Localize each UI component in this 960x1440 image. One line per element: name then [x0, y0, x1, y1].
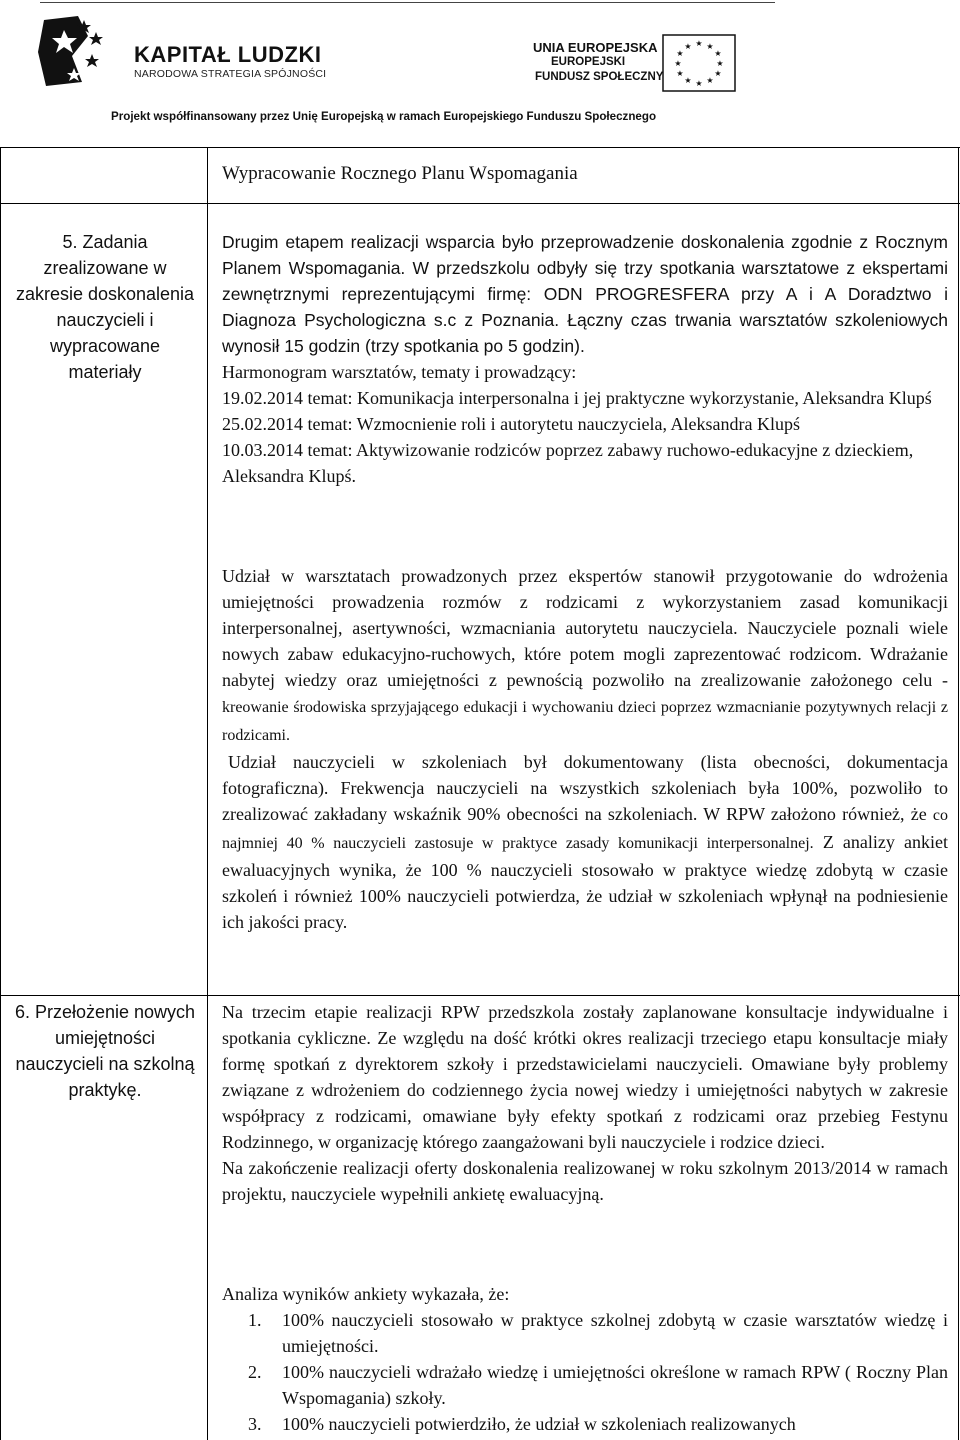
eu-line-3: FUNDUSZ SPOŁECZNY	[535, 71, 664, 83]
eu-line-1: UNIA EUROPEJSKA	[533, 40, 658, 55]
svg-text:★: ★	[716, 59, 724, 68]
kapital-ludzki-logo	[38, 16, 378, 86]
schedule-item-2: 25.02.2014 temat: Wzmocnienie roli i autorytetu nauczyciela, Aleksandra Klupś	[222, 414, 800, 434]
analysis-heading: Analiza wyników ankiety wykazała, że:	[222, 1284, 510, 1304]
section-5-paragraph-2: Udział w warsztatach prowadzonych przez ekspertów stanowił przygotowanie do wdrożenia umiejętności prowadzenia rozmów z rodzicami z wykorzystaniem zasad komunikacji interpersonalnej, asertywności, wzmacniania autorytetu nauczyciela. Nauczyciele poznali wiele nowych zabaw edukacyjno-ruchowych, które potem mogli zaprezentować rodzicom. Wdrażanie nabytej wiedzy oraz umiejętności z pewnością pozwoliło na zrealizowanie założonego celu - kreowanie środowiska sprzyjającego edukacji i wychowaniu dzieci poprzez wzmacnianie pozytywnych relacji z rodzicami.	[222, 566, 948, 744]
table-row-divider-1	[0, 203, 960, 204]
svg-text:★: ★	[714, 69, 722, 78]
svg-text:★: ★	[676, 49, 684, 58]
eu-text-block	[533, 40, 773, 90]
section-6-paragraph-2: Na zakończenie realizacji oferty doskonalenia realizowanej w roku szkolnym 2013/2014 w ramach projektu, nauczyciele wypełnili ankietę ewaluacyjną.	[222, 1158, 948, 1204]
schedule-item-3: 10.03.2014 temat: Aktywizowanie rodziców poprzez zabawy ruchowo-edukacyjne z dzieckiem, Aleksandra Klupś.	[222, 440, 914, 486]
table-column-divider	[207, 147, 208, 1440]
section-5-label: 5. Zadania zrealizowane w zakresie doskonalenia nauczycieli i wypracowane materiały	[15, 232, 195, 382]
table-border-top	[0, 147, 960, 148]
analysis-block	[222, 1281, 948, 1437]
eu-flag-icon	[662, 34, 736, 92]
svg-text:★: ★	[684, 76, 692, 85]
list-item: 2. 100% nauczycieli wdrażało wiedzę i umiejętności określone w ramach RPW ( Roczny Plan Wspomagania) szkoły.	[248, 1362, 948, 1408]
svg-text:★: ★	[706, 76, 714, 85]
table-title: Wypracowanie Rocznego Planu Wspomagania	[222, 163, 578, 184]
svg-text:★: ★	[714, 49, 722, 58]
section-5-paragraph-1: Drugim etapem realizacji wsparcia było przeprowadzenie doskonalenia zgodnie z Rocznym Planem Wspomagania. W przedszkolu odbyły się trzy spotkania warsztatowe z ekspertami zewnętrznymi reprezentującymi firmę: ODN PROGRESFERA przy A i A Doradztwo i Diagnoza Psychologiczna s.c z Poznania. Łączny czas trwania warsztatów szkoleniowych wynosił 15 godzin (trzy spotkania po 5 godzin).	[222, 232, 948, 356]
kapital-ludzki-emblem-icon	[38, 16, 112, 86]
svg-text:★: ★	[674, 59, 682, 68]
eu-line-2: EUROPEJSKI	[551, 56, 626, 68]
section-5-content	[222, 229, 948, 489]
table-border-right	[958, 147, 959, 1440]
kapital-ludzki-subtitle: NARODOWA STRATEGIA SPÓJNOŚCI	[134, 68, 327, 80]
section-6-content	[222, 999, 948, 1207]
section-6-paragraph-1: Na trzecim etapie realizacji RPW przedszkola zostały zaplanowane konsultacje indywidualne i spotkania cykliczne. Ze względu na dość krótki okres realizacji trzeciego etapu konsultacje miały formę spotkań z dyrektorem szkoły i przedstawicielami nauczycieli. Omawiane były problemy związane z wdrożeniem do codziennego życia nowej wiedzy i umiejętności nabytych w zakresie współpracy z rodzicami, omawiane były efekty spotkań z rodzicami oraz przebieg Festynu Rodzinnego, w organizację którego zaangażowani byli nauczyciele i rodzice dzieci.	[222, 1002, 948, 1152]
analysis-list	[222, 1307, 948, 1437]
svg-text:★: ★	[695, 79, 703, 88]
top-rule	[40, 2, 775, 3]
section-6-label: 6. Przełożenie nowych umiejętności nauczycieli na szkolną praktykę.	[14, 1002, 196, 1100]
table-border-left	[0, 147, 1, 1440]
schedule-heading: Harmonogram warsztatów, tematy i prowadzący:	[222, 362, 577, 382]
list-item: 3. 100% nauczycieli potwierdziło, że udział w szkoleniach realizowanych	[248, 1414, 796, 1434]
svg-text:★: ★	[706, 42, 714, 51]
schedule-item-1: 19.02.2014 temat: Komunikacja interpersonalna i jej praktyczne wykorzystanie, Aleksandra Klupś	[222, 388, 932, 408]
svg-text:★: ★	[684, 42, 692, 51]
list-item: 1. 100% nauczycieli stosowało w praktyce szkolnej zdobytą w czasie warsztatów wiedzę i umiejętności.	[248, 1310, 948, 1356]
svg-text:★: ★	[676, 69, 684, 78]
project-cofinancing-line: Projekt współfinansowany przez Unię Europejską w ramach Europejskiego Funduszu Społecznego	[111, 110, 657, 123]
svg-text:★: ★	[695, 39, 703, 48]
table-row-divider-2	[0, 995, 960, 996]
section-5-content-2	[222, 563, 948, 935]
kapital-ludzki-title: KAPITAŁ LUDZKI	[134, 42, 322, 67]
section-5-paragraph-3: Udział nauczycieli w szkoleniach był dokumentowany (lista obecności, dokumentacja fotograficzna). Frekwencja nauczycieli na wszystkich szkoleniach była 100%, pozwoliło to zrealizować zakładany wskaźnik 90% obecności na szkoleniach. W RPW założono również, że co najmniej 40 % nauczycieli zastosuje w praktyce zasady komunikacji interpersonalnej. Z analizy ankiet ewaluacyjnych wynika, że 100 % nauczycieli stosowało w praktyce wiedzę zdobytą w czasie szkoleń i również 100% nauczycieli potwierdza, że udział w szkoleniach wpłynął na podniesienie ich jakości pracy.	[222, 752, 949, 932]
